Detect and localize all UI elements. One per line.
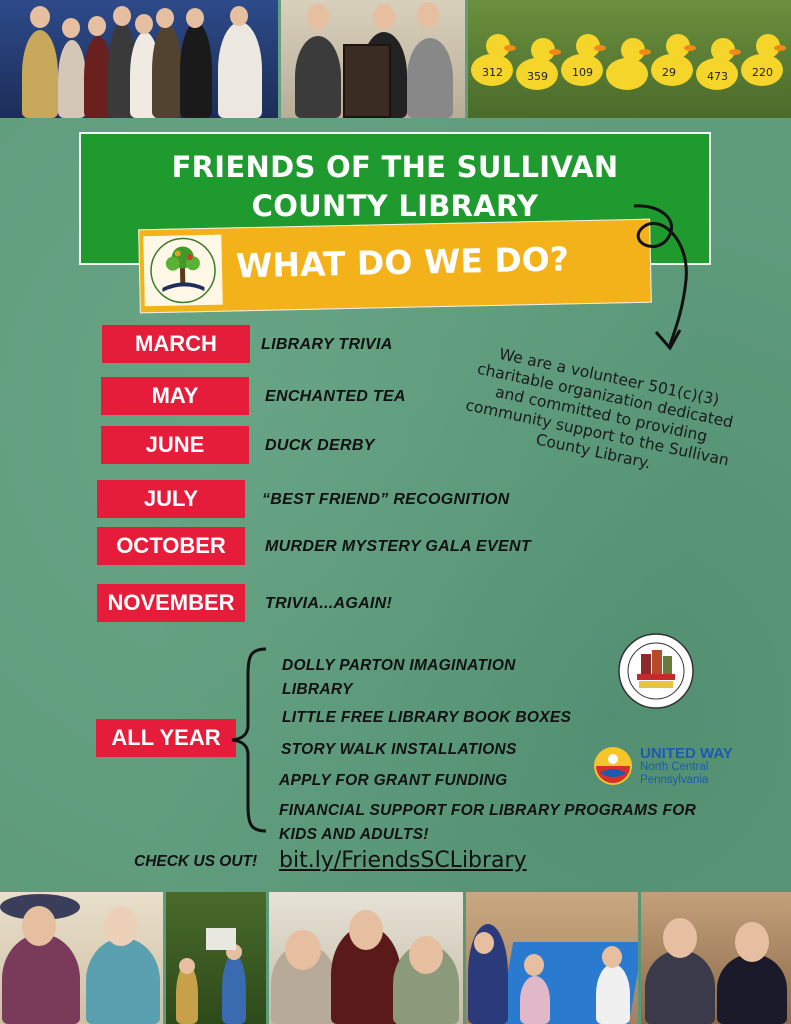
- brace-icon: [226, 645, 272, 835]
- month-june: JUNE: [101, 426, 249, 464]
- website-link[interactable]: bit.ly/FriendsSCLibrary: [279, 848, 527, 873]
- month-all-year: ALL YEAR: [96, 719, 236, 757]
- month-march: MARCH: [102, 325, 250, 363]
- duck-icon: [561, 34, 606, 86]
- event-july: “BEST FRIEND” RECOGNITION: [262, 491, 510, 508]
- bottom-photo-strip: [0, 892, 791, 1024]
- photo-cast-group: [0, 0, 278, 118]
- all-year-item: FINANCIAL SUPPORT FOR LIBRARY PROGRAMS FOR KIDS AND ADULTS!: [279, 802, 697, 843]
- united-way-hand-icon: [592, 745, 634, 787]
- photo-volunteers: [269, 892, 463, 1024]
- photo-dollhouse: [281, 0, 465, 118]
- all-year-item: APPLY FOR GRANT FUNDING: [279, 772, 508, 789]
- month-july: JULY: [97, 480, 245, 518]
- photo-kids-program: [466, 892, 638, 1024]
- united-way-logo: [592, 745, 733, 787]
- duck-icon: [696, 38, 741, 90]
- duck-number: 220: [752, 66, 773, 79]
- all-year-item: DOLLY PARTON IMAGINATION LIBRARY: [282, 657, 516, 698]
- duck-icon: [606, 38, 651, 90]
- all-year-item: STORY WALK INSTALLATIONS: [281, 741, 517, 758]
- duck-icon: [471, 34, 516, 86]
- all-year-item: LITTLE FREE LIBRARY BOOK BOXES: [282, 709, 572, 726]
- tree-book-icon: [143, 235, 222, 307]
- check-us-out-label: CHECK US OUT!: [134, 853, 258, 870]
- event-june: DUCK DERBY: [265, 437, 375, 454]
- imagination-library-seal-icon: [617, 632, 695, 710]
- rubber-ducks: [468, 0, 791, 118]
- duck-number: 312: [482, 66, 503, 79]
- duck-number: 109: [572, 66, 593, 79]
- imagination-library-logo: [617, 632, 695, 710]
- curly-arrow-icon: [620, 200, 700, 360]
- month-may: MAY: [101, 377, 249, 415]
- event-march: LIBRARY TRIVIA: [261, 336, 393, 353]
- subtitle: WHAT DO WE DO?: [235, 239, 570, 286]
- duck-icon: [651, 34, 696, 86]
- page-title: FRIENDS OF THE SULLIVAN COUNTY LIBRARY: [171, 150, 619, 223]
- photo-ducks: [468, 0, 791, 118]
- duck-number: 359: [527, 70, 548, 83]
- photo-two-men: [641, 892, 791, 1024]
- duck-number: 473: [707, 70, 728, 83]
- photo-tea-ladies: [0, 892, 163, 1024]
- month-october: OCTOBER: [97, 527, 245, 565]
- duck-icon: [516, 38, 561, 90]
- month-november: NOVEMBER: [97, 584, 245, 622]
- duck-icon: [741, 34, 786, 86]
- united-way-title: UNITED WAY: [640, 744, 733, 762]
- event-may: ENCHANTED TEA: [265, 388, 406, 405]
- united-way-region-line1: North Central: [640, 760, 709, 773]
- friends-logo: [143, 235, 222, 307]
- organization-description: We are a volunteer 501(c)(3) charitable organization dedicated and committed to providing community support to the Sullivan County Library.: [464, 344, 735, 473]
- photo-story-walk: [166, 892, 266, 1024]
- united-way-region-line2: Pennsylvania: [640, 773, 709, 786]
- event-october: MURDER MYSTERY GALA EVENT: [265, 538, 531, 555]
- event-november: TRIVIA...AGAIN!: [265, 595, 393, 612]
- top-photo-strip: [0, 0, 791, 118]
- subtitle-banner: [138, 219, 652, 314]
- duck-number: 29: [662, 66, 676, 79]
